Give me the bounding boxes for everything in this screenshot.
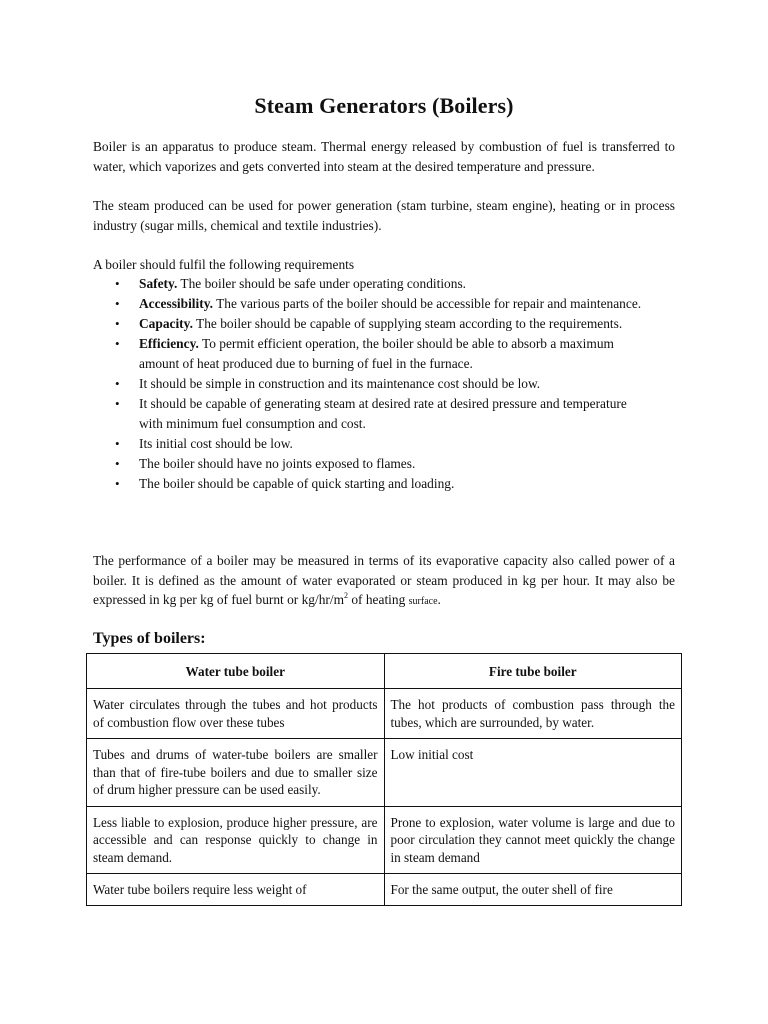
requirement-text: The boiler should be capable of quick starting and loading. — [139, 476, 455, 491]
bullet-icon: • — [115, 376, 120, 391]
superscript: 2 — [344, 591, 349, 601]
bullet-icon: • — [115, 316, 120, 331]
requirements-list — [93, 274, 645, 494]
types-heading: Types of boilers: — [93, 630, 206, 647]
requirement-text: To permit efficient operation, the boiler should be able to absorb a maximum amount of heat produced due to burning of fuel in the furnace. — [139, 336, 614, 371]
list-item — [93, 274, 645, 294]
bullet-icon: • — [115, 476, 120, 491]
performance-small-word: surface — [408, 596, 438, 608]
table-cell: Water tube boilers require less weight of — [87, 874, 385, 906]
table-cell: Tubes and drums of water-tube boilers are smaller than that of fire-tube boilers and due to smaller size of drum higher pressure can be used easily. — [87, 739, 385, 807]
list-item — [93, 374, 645, 394]
list-item — [93, 474, 645, 494]
table-cell: Low initial cost — [384, 739, 682, 807]
list-item — [93, 334, 645, 374]
bullet-icon: • — [115, 396, 120, 411]
column-header-water-tube: Water tube boiler — [87, 654, 385, 689]
bullet-icon: • — [115, 336, 120, 351]
column-header-fire-tube: Fire tube boiler — [384, 654, 682, 689]
requirement-text: The boiler should have no joints exposed to flames. — [139, 456, 416, 471]
table-cell: For the same output, the outer shell of fire — [384, 874, 682, 906]
bullet-icon: • — [115, 276, 120, 291]
list-item — [93, 394, 645, 434]
performance-text: The performance of a boiler may be measured in terms of its evaporative capacity also called power of a boiler. It is defined as the amount of water evaporated or steam produced in kg per hour. It may also be expressed in kg per kg of fuel burnt or kg/hr/m — [93, 553, 675, 608]
table-cell: Prone to explosion, water volume is large and due to poor circulation they cannot meet quickly the change in steam demand — [384, 806, 682, 874]
requirement-text: It should be capable of generating steam at desired rate at desired pressure and temperature with minimum fuel consumption and cost. — [139, 396, 627, 431]
requirement-term: Efficiency. — [139, 336, 199, 351]
performance-text-middle: of heating — [348, 592, 409, 608]
table-cell: Less liable to explosion, produce higher pressure, are accessible and can response quickly to change in steam demand. — [87, 806, 385, 874]
requirement-term: Accessibility. — [139, 296, 214, 311]
page-title: Steam Generators (Boilers) — [254, 93, 514, 118]
requirement-text: The various parts of the boiler should be accessible for repair and maintenance. — [213, 296, 642, 311]
bullet-icon: • — [115, 456, 120, 471]
list-item — [93, 454, 645, 474]
performance-text-end: . — [437, 592, 441, 608]
intro-paragraph: Boiler is an apparatus to produce steam. Thermal energy released by combustion of fuel is transferred to water, which vaporizes and gets converted into steam at the desired temperature and pressure. — [93, 139, 675, 174]
requirement-text: The boiler should be safe under operating conditions. — [177, 276, 467, 291]
usage-paragraph: The steam produced can be used for power generation (stam turbine, steam engine), heating or in process industry (sugar mills, chemical and textile industries). — [93, 198, 675, 233]
list-item — [93, 434, 645, 454]
table-cell: Water circulates through the tubes and hot products of combustion flow over these tubes — [87, 689, 385, 739]
boiler-types-table — [86, 653, 682, 906]
list-item — [93, 294, 645, 314]
requirement-text: Its initial cost should be low. — [139, 436, 293, 451]
performance-paragraph — [93, 551, 675, 612]
requirement-term: Safety. — [139, 276, 178, 291]
requirement-term: Capacity. — [139, 316, 193, 331]
requirement-text: The boiler should be capable of supplying steam according to the requirements. — [192, 316, 623, 331]
table-row — [87, 689, 682, 739]
table-row — [87, 739, 682, 807]
requirements-intro: A boiler should fulfil the following requirements — [93, 257, 355, 272]
requirement-text: It should be simple in construction and its maintenance cost should be low. — [139, 376, 541, 391]
bullet-icon: • — [115, 436, 120, 451]
table-row — [87, 874, 682, 906]
list-item — [93, 314, 645, 334]
table-cell: The hot products of combustion pass through the tubes, which are surrounded, by water. — [384, 689, 682, 739]
table-row — [87, 806, 682, 874]
table-header-row — [87, 654, 682, 689]
bullet-icon: • — [115, 296, 120, 311]
